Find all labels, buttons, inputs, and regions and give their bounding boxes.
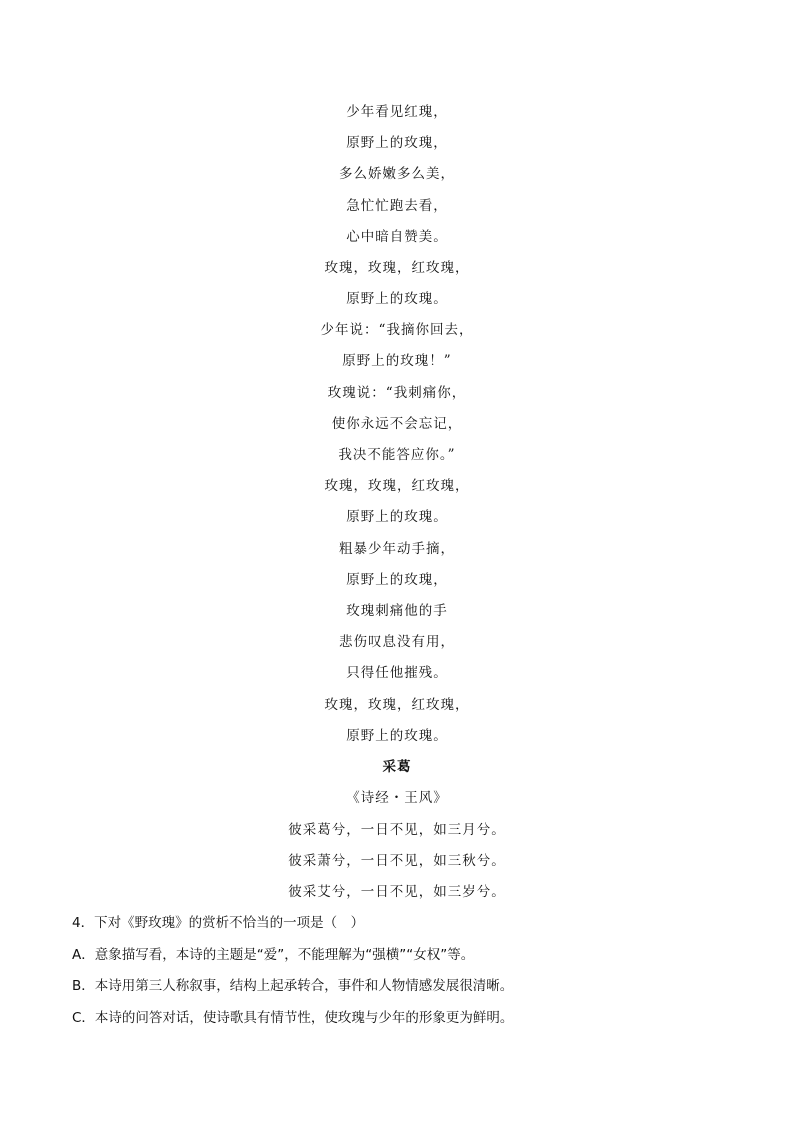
poem-line: 原野上的玫瑰。	[346, 728, 448, 744]
poem-line: 原野上的玫瑰！”	[342, 353, 452, 369]
option-b: B．本诗用第三人称叙事，结构上起承转合，事件和人物情感发展很清晰。	[72, 978, 514, 994]
poem-line: 玫瑰，玫瑰，红玫瑰，	[324, 260, 470, 276]
poem-line: 我决不能答应你。”	[338, 447, 456, 463]
option-a: A．意象描写看，本诗的主题是“爱”，不能理解为“强横”“女权”等。	[72, 947, 475, 963]
poem-title: 采葛	[382, 759, 412, 775]
poem-source: 《诗经・王风》	[346, 790, 448, 806]
poem-line: 使你永远不会忘记，	[331, 416, 463, 432]
poem-line: 只得任他摧残。	[346, 665, 448, 681]
poem-line: 急忙忙跑去看，	[346, 198, 448, 214]
option-c: C．本诗的问答对话，使诗歌具有情节性，使玫瑰与少年的形象更为鲜明。	[72, 1010, 514, 1026]
poem-line: 玫瑰刺痛他的手	[346, 603, 448, 619]
poem-line: 粗暴少年动手摘，	[339, 541, 455, 557]
poem-line: 玫瑰，玫瑰，红玫瑰，	[324, 697, 470, 713]
question-stem: 4．下对《野玫瑰》的赏析不恰当的一项是（ ）	[72, 915, 365, 931]
poem-line: 原野上的玫瑰。	[346, 291, 448, 307]
poem-line: 彼采萧兮，一日不见，如三秋兮。	[288, 853, 506, 869]
poem-line: 原野上的玫瑰，	[346, 135, 448, 151]
poem-line: 多么娇嫩多么美，	[339, 166, 455, 182]
poem-line: 玫瑰，玫瑰，红玫瑰，	[324, 478, 470, 494]
poem-line: 彼采艾兮，一日不见，如三岁兮。	[288, 884, 506, 900]
poem-line: 心中暗自赞美。	[346, 229, 448, 245]
poem-line: 原野上的玫瑰。	[346, 509, 448, 525]
poem-line: 少年说：“我摘你回去，	[320, 322, 474, 338]
poem-line: 悲伤叹息没有用，	[339, 634, 455, 650]
poem-line: 少年看见红瑰，	[346, 104, 448, 120]
poem-line: 玫瑰说：“我刺痛你，	[327, 385, 467, 401]
poem-line: 彼采葛兮，一日不见，如三月兮。	[288, 822, 506, 838]
poem-line: 原野上的玫瑰，	[346, 572, 448, 588]
